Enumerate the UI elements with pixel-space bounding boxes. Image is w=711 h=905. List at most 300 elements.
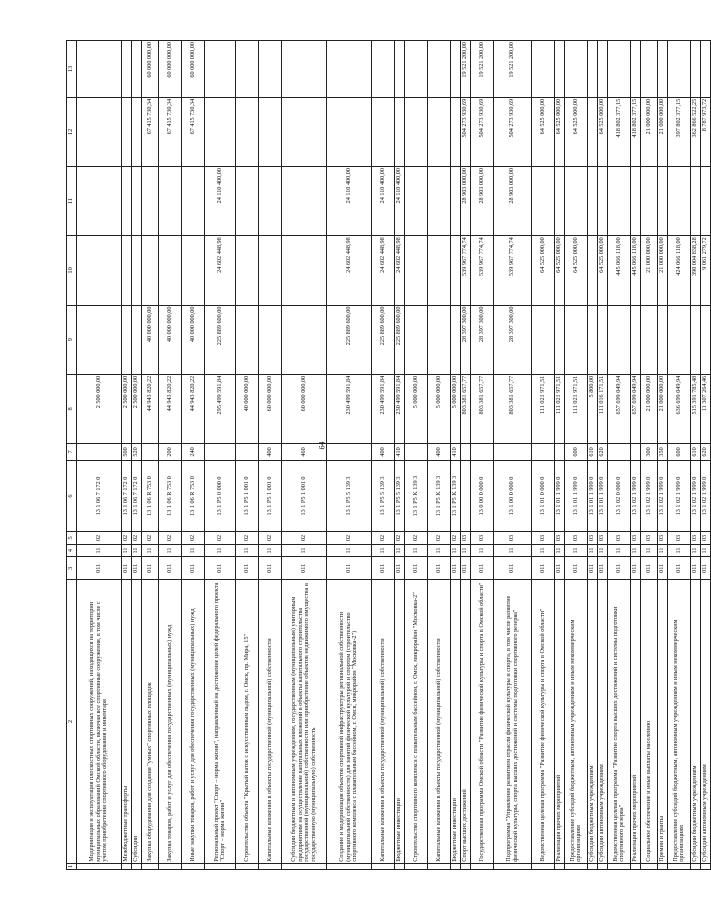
- podrazdel-cell: 03: [461, 532, 471, 545]
- glava-cell: 011: [565, 557, 588, 580]
- expense-type-cell: 600: [565, 444, 588, 461]
- amount-cell: [142, 236, 159, 305]
- amount-cell: [608, 167, 631, 236]
- amount-cell: [658, 167, 668, 236]
- row-name-cell: Бюджетные инвестиции: [395, 580, 405, 863]
- amount-cell: [701, 305, 711, 374]
- column-header: 7: [67, 444, 77, 461]
- amount-cell: [282, 41, 327, 98]
- expense-type-cell: [608, 444, 631, 461]
- expense-type-cell: [236, 444, 259, 461]
- razdel-cell: 11: [471, 544, 494, 557]
- row-name-cell: Подпрограмма "Управление развитием отрасли физической культуры и спорта, в том числе развитие физической культуры, спорта высших достижений и системы подготовки спортивного резерва": [494, 580, 532, 863]
- amount-cell: 230 499 591,84: [395, 374, 405, 443]
- amount-cell: [565, 305, 588, 374]
- amount-cell: [428, 41, 451, 98]
- amount-cell: [132, 41, 142, 98]
- target-article-cell: 13 0 00 0 000 0: [471, 460, 494, 531]
- razdel-cell: 11: [122, 544, 132, 557]
- table-row: [182, 41, 205, 870]
- glava-cell: 011: [395, 557, 405, 580]
- amount-cell: [259, 41, 282, 98]
- column-header: 2: [67, 580, 77, 863]
- table-row: [282, 41, 327, 870]
- row-name-cell: Субсидии: [132, 580, 142, 863]
- amount-cell: [259, 236, 282, 305]
- razdel-cell: 11: [327, 544, 372, 557]
- amount-cell: 28 903 000,00: [494, 167, 532, 236]
- target-article-cell: 13 1 00 0 000 0: [494, 460, 532, 531]
- razdel-cell: 11: [132, 544, 142, 557]
- column-header: 11: [67, 167, 77, 236]
- amount-cell: [122, 41, 132, 98]
- razdel-cell: 11: [159, 544, 182, 557]
- amount-cell: 230 499 591,84: [327, 374, 372, 443]
- amount-cell: 24 602 448,98: [205, 236, 236, 305]
- row-name-cell: Региональный проект "Спорт – норма жизни", направленный на достижение целей федерального проекта "Спорт – норма жизни": [205, 580, 236, 863]
- amount-cell: [555, 41, 565, 98]
- target-article-cell: 13 1 06 7 172 0: [132, 460, 142, 531]
- amount-cell: 230 499 591,84: [372, 374, 395, 443]
- row-number-cell: [641, 863, 658, 869]
- column-header: 9: [67, 305, 77, 374]
- row-name-cell: Закупка оборудования для создания "умных" спортивных площадок: [142, 580, 159, 863]
- row-number-cell: [182, 863, 205, 869]
- target-article-cell: 13 1 P5 1 001 0: [236, 460, 259, 531]
- amount-cell: 21 000 000,00: [658, 236, 668, 305]
- glava-cell: 011: [182, 557, 205, 580]
- table-row: [555, 41, 565, 870]
- target-article-cell: 13 1 01 1 999 0: [565, 460, 588, 531]
- amount-cell: 24 110 400,00: [205, 167, 236, 236]
- target-article-cell: 13 1 06 7 172 0: [77, 460, 122, 531]
- glava-cell: 011: [461, 557, 471, 580]
- expense-type-cell: 500: [122, 444, 132, 461]
- row-number-cell: [555, 863, 565, 869]
- row-number-cell: [259, 863, 282, 869]
- amount-cell: 40 000 000,00: [182, 305, 205, 374]
- expense-type-cell: [471, 444, 494, 461]
- amount-cell: 539 967 774,74: [461, 236, 471, 305]
- row-name-cell: Создание и модернизация объектов спортивной инфраструктуры региональной собственности (муниципальной собственности) для занятий физической культурой и спортом (строительство спортивного комплекса с плавательным бассейном, г. Омск, микрорайон "Московка-2"): [327, 580, 372, 863]
- amount-cell: [668, 305, 691, 374]
- amount-cell: [159, 167, 182, 236]
- amount-cell: [122, 97, 132, 166]
- amount-cell: 803 381 657,77: [494, 374, 532, 443]
- target-article-cell: 13 1 06 7 172 0: [122, 460, 132, 531]
- amount-cell: [451, 236, 461, 305]
- amount-cell: 5 000 000,00: [428, 374, 451, 443]
- podrazdel-cell: 02: [395, 532, 405, 545]
- expense-type-cell: 400: [428, 444, 451, 461]
- podrazdel-cell: 02: [259, 532, 282, 545]
- amount-cell: [641, 41, 658, 98]
- target-article-cell: 13 1 06 R 753 0: [142, 460, 159, 531]
- podrazdel-cell: 02: [132, 532, 142, 545]
- amount-cell: 111 021 971,51: [532, 374, 555, 443]
- table-row: [588, 41, 598, 870]
- amount-cell: [598, 305, 608, 374]
- amount-cell: 418 802 377,15: [608, 97, 631, 166]
- razdel-cell: 11: [77, 544, 122, 557]
- glava-cell: 011: [372, 557, 395, 580]
- row-number-cell: [631, 863, 641, 869]
- razdel-cell: 11: [532, 544, 555, 557]
- amount-cell: [532, 167, 555, 236]
- glava-cell: 011: [405, 557, 428, 580]
- target-article-cell: 13 1 P5 5 139 3: [395, 460, 405, 531]
- glava-cell: 011: [658, 557, 668, 580]
- amount-cell: 9 061 279,72: [701, 236, 711, 305]
- amount-cell: [532, 41, 555, 98]
- amount-cell: [236, 305, 259, 374]
- expense-type-cell: 240: [182, 444, 205, 461]
- row-name-cell: Социальное обеспечение и иные выплаты населению: [641, 580, 658, 863]
- amount-cell: 539 967 774,74: [471, 236, 494, 305]
- amount-cell: 40 000 000,00: [142, 305, 159, 374]
- amount-cell: 111 021 971,51: [555, 374, 565, 443]
- glava-cell: 011: [608, 557, 631, 580]
- amount-cell: [182, 236, 205, 305]
- expense-type-cell: 300: [641, 444, 658, 461]
- amount-cell: [598, 41, 608, 98]
- target-article-cell: 13 1 02 1 999 0: [641, 460, 658, 531]
- amount-cell: [205, 97, 236, 166]
- glava-cell: 011: [471, 557, 494, 580]
- row-number-cell: [565, 863, 588, 869]
- razdel-cell: 11: [555, 544, 565, 557]
- amount-cell: 44 943 820,22: [182, 374, 205, 443]
- amount-cell: [631, 167, 641, 236]
- row-number-cell: [132, 863, 142, 869]
- amount-cell: 636 699 049,94: [668, 374, 691, 443]
- expense-type-cell: [532, 444, 555, 461]
- amount-cell: 64 525 000,00: [555, 236, 565, 305]
- row-name-cell: Предоставление субсидий бюджетным, автономным учреждениям и иным некоммерческим организациям: [565, 580, 588, 863]
- amount-cell: 390 004 838,28: [691, 236, 701, 305]
- amount-cell: [405, 236, 428, 305]
- amount-cell: [395, 97, 405, 166]
- amount-cell: [122, 167, 132, 236]
- amount-cell: [77, 41, 122, 98]
- amount-cell: [691, 305, 701, 374]
- razdel-cell: 11: [395, 544, 405, 557]
- amount-cell: [259, 305, 282, 374]
- razdel-cell: 11: [631, 544, 641, 557]
- amount-cell: 60 000 000,00: [259, 374, 282, 443]
- target-article-cell: 13 1 02 1 999 0: [668, 460, 691, 531]
- amount-cell: [555, 305, 565, 374]
- amount-cell: 24 602 448,98: [395, 236, 405, 305]
- amount-cell: 21 000 000,00: [641, 374, 658, 443]
- table-row: [327, 41, 372, 870]
- amount-cell: 67 415 730,34: [142, 97, 159, 166]
- expense-type-cell: 520: [132, 444, 142, 461]
- razdel-cell: 11: [658, 544, 668, 557]
- amount-cell: [395, 41, 405, 98]
- glava-cell: 011: [598, 557, 608, 580]
- amount-cell: [259, 167, 282, 236]
- podrazdel-cell: 03: [471, 532, 494, 545]
- row-name-cell: Ведомственная целевая программа "Развитие спорта высших достижений и системы подготовки спортивного резерва": [608, 580, 631, 863]
- glava-cell: 011: [701, 557, 711, 580]
- amount-cell: [282, 305, 327, 374]
- target-article-cell: 13 1 P5 K 139 3: [428, 460, 451, 531]
- row-name-cell: Спорт высших достижений: [461, 580, 471, 863]
- amount-cell: 28 397 300,00: [494, 305, 532, 374]
- podrazdel-cell: 02: [451, 532, 461, 545]
- amount-cell: 225 889 600,00: [395, 305, 405, 374]
- amount-cell: [608, 305, 631, 374]
- table-row: [598, 41, 608, 870]
- amount-cell: [282, 167, 327, 236]
- glava-cell: 011: [77, 557, 122, 580]
- table-row: [122, 41, 132, 870]
- amount-cell: [608, 41, 631, 98]
- amount-cell: [236, 41, 259, 98]
- expense-type-cell: 410: [395, 444, 405, 461]
- target-article-cell: 13 1 P5 1 001 0: [282, 460, 327, 531]
- table-row: [372, 41, 395, 870]
- amount-cell: 64 525 000,00: [565, 97, 588, 166]
- razdel-cell: 11: [461, 544, 471, 557]
- table-row: [132, 41, 142, 870]
- amount-cell: [405, 41, 428, 98]
- razdel-cell: 11: [608, 544, 631, 557]
- column-header: 3: [67, 557, 77, 580]
- row-number-cell: [608, 863, 631, 869]
- razdel-cell: 11: [701, 544, 711, 557]
- amount-cell: 803 381 657,77: [471, 374, 494, 443]
- amount-cell: 111 016 171,51: [598, 374, 608, 443]
- amount-cell: [565, 167, 588, 236]
- row-number-cell: [236, 863, 259, 869]
- amount-cell: [132, 305, 142, 374]
- amount-cell: 40 000 000,00: [159, 305, 182, 374]
- podrazdel-cell: 03: [494, 532, 532, 545]
- row-name-cell: Капитальные вложения в объекты государственной (муниципальной) собственности: [259, 580, 282, 863]
- row-number-cell: [327, 863, 372, 869]
- amount-cell: 657 699 049,94: [608, 374, 631, 443]
- amount-cell: [428, 97, 451, 166]
- amount-cell: 21 000 000,00: [641, 97, 658, 166]
- row-name-cell: Субсидии автономным учреждениям: [701, 580, 711, 863]
- amount-cell: 539 967 774,74: [494, 236, 532, 305]
- amount-cell: [641, 305, 658, 374]
- razdel-cell: 11: [641, 544, 658, 557]
- amount-cell: 60 000 000,00: [182, 41, 205, 98]
- table-row: [532, 41, 555, 870]
- glava-cell: 011: [494, 557, 532, 580]
- row-name-cell: Реализация прочих мероприятий: [555, 580, 565, 863]
- table-body: [77, 41, 711, 870]
- target-article-cell: 13 1 P5 5 139 3: [327, 460, 372, 531]
- row-name-cell: Модернизация и эксплуатация плоскостных спортивных сооружений, находящихся на территории муниципальных образований Омской области, включая все спортивные сооружения, в том числе с учетом приобретения спортивного оборудования и инвентаря: [77, 580, 122, 863]
- podrazdel-cell: 02: [182, 532, 205, 545]
- amount-cell: [327, 41, 372, 98]
- amount-cell: [588, 305, 598, 374]
- amount-cell: 397 802 377,15: [668, 97, 691, 166]
- row-name-cell: Субсидии бюджетным учреждениям: [588, 580, 598, 863]
- target-article-cell: 13 1 02 1 999 0: [631, 460, 641, 531]
- target-article-cell: 13 1 01 1 999 0: [588, 460, 598, 531]
- column-header: 5: [67, 532, 77, 545]
- expense-type-cell: 620: [701, 444, 711, 461]
- expense-type-cell: [461, 444, 471, 461]
- amount-cell: 21 000 000,00: [658, 374, 668, 443]
- table-row: [658, 41, 668, 870]
- amount-cell: [182, 167, 205, 236]
- amount-cell: 11 307 264,46: [701, 374, 711, 443]
- podrazdel-cell: 03: [641, 532, 658, 545]
- amount-cell: [372, 97, 395, 166]
- amount-cell: [205, 41, 236, 98]
- podrazdel-cell: 03: [555, 532, 565, 545]
- row-name-cell: Бюджетные инвестиции: [451, 580, 461, 863]
- row-name-cell: Межбюджетные трансферты: [122, 580, 132, 863]
- amount-cell: 19 521 200,00: [471, 41, 494, 98]
- expense-type-cell: [205, 444, 236, 461]
- amount-cell: 60 000 000,00: [159, 41, 182, 98]
- table-row: [565, 41, 588, 870]
- row-number-cell: [395, 863, 405, 869]
- amount-cell: 40 000 000,00: [236, 374, 259, 443]
- glava-cell: 011: [282, 557, 327, 580]
- podrazdel-cell: 03: [691, 532, 701, 545]
- amount-cell: 504 273 930,69: [471, 97, 494, 166]
- amount-cell: [405, 305, 428, 374]
- amount-cell: [236, 236, 259, 305]
- podrazdel-cell: 02: [142, 532, 159, 545]
- row-number-cell: [142, 863, 159, 869]
- amount-cell: 64 525 000,00: [598, 236, 608, 305]
- amount-cell: 24 110 400,00: [395, 167, 405, 236]
- table-header-row: [67, 41, 77, 870]
- amount-cell: [405, 97, 428, 166]
- table-row: [405, 41, 428, 870]
- row-name-cell: Ведомственная целевая программа "Развитие физической культуры и спорта в Омской области": [532, 580, 555, 863]
- table-row: [641, 41, 658, 870]
- amount-cell: [701, 41, 711, 98]
- amount-cell: [641, 167, 658, 236]
- amount-cell: [701, 167, 711, 236]
- expense-type-cell: [77, 444, 122, 461]
- podrazdel-cell: 03: [565, 532, 588, 545]
- table-row: [395, 41, 405, 870]
- expense-type-cell: 400: [259, 444, 282, 461]
- amount-cell: 44 943 820,22: [159, 374, 182, 443]
- amount-cell: 295 499 591,84: [205, 374, 236, 443]
- amount-cell: 64 525 000,00: [555, 97, 565, 166]
- razdel-cell: 11: [428, 544, 451, 557]
- amount-cell: 64 525 000,00: [532, 97, 555, 166]
- amount-cell: 64 525 000,00: [565, 236, 588, 305]
- row-number-cell: [691, 863, 701, 869]
- podrazdel-cell: 02: [405, 532, 428, 545]
- podrazdel-cell: 02: [205, 532, 236, 545]
- column-header: 1: [67, 863, 77, 869]
- target-article-cell: 13 1 P5 5 139 3: [372, 460, 395, 531]
- row-number-cell: [122, 863, 132, 869]
- amount-cell: [532, 305, 555, 374]
- target-article-cell: 13 1 01 1 999 0: [555, 460, 565, 531]
- amount-cell: [282, 236, 327, 305]
- table-row: [77, 41, 122, 870]
- row-number-cell: [282, 863, 327, 869]
- expense-type-cell: 460: [282, 444, 327, 461]
- target-article-cell: 13 1 02 1 999 0: [701, 460, 711, 531]
- row-name-cell: Государственная программа Омской области "Развитие физической культуры и спорта в Омской области": [471, 580, 494, 863]
- amount-cell: [77, 167, 122, 236]
- amount-cell: [588, 41, 598, 98]
- row-number-cell: [532, 863, 555, 869]
- amount-cell: 24 110 400,00: [327, 167, 372, 236]
- amount-cell: 67 415 730,34: [159, 97, 182, 166]
- column-header: 10: [67, 236, 77, 305]
- amount-cell: [282, 97, 327, 166]
- amount-cell: [428, 167, 451, 236]
- amount-cell: [658, 41, 668, 98]
- podrazdel-cell: 02: [282, 532, 327, 545]
- podrazdel-cell: 03: [608, 532, 631, 545]
- target-article-cell: 13 1 02 1 999 0: [658, 460, 668, 531]
- razdel-cell: 11: [565, 544, 588, 557]
- amount-cell: 2 500 000,00: [77, 374, 122, 443]
- row-number-cell: [668, 863, 691, 869]
- amount-cell: 5 800,00: [588, 374, 598, 443]
- budget-table: [66, 40, 711, 870]
- expense-type-cell: 610: [588, 444, 598, 461]
- razdel-cell: 11: [494, 544, 532, 557]
- table-row: [691, 41, 701, 870]
- podrazdel-cell: 03: [588, 532, 598, 545]
- table-row: [259, 41, 282, 870]
- glava-cell: 011: [236, 557, 259, 580]
- amount-cell: 504 273 930,69: [461, 97, 471, 166]
- glava-cell: 011: [532, 557, 555, 580]
- table-row: [236, 41, 259, 870]
- razdel-cell: 11: [282, 544, 327, 557]
- amount-cell: 24 602 448,98: [372, 236, 395, 305]
- glava-cell: 011: [327, 557, 372, 580]
- amount-cell: 515 391 785,48: [691, 374, 701, 443]
- table-row: [205, 41, 236, 870]
- amount-cell: [598, 167, 608, 236]
- amount-cell: 225 889 600,00: [205, 305, 236, 374]
- amount-cell: [77, 97, 122, 166]
- glava-cell: 011: [132, 557, 142, 580]
- row-name-cell: Реализация прочих мероприятий: [631, 580, 641, 863]
- table-row: [608, 41, 631, 870]
- amount-cell: 44 943 820,22: [142, 374, 159, 443]
- target-article-cell: 13 1 01 0 000 0: [532, 460, 555, 531]
- row-number-cell: [159, 863, 182, 869]
- amount-cell: 2 500 000,00: [132, 374, 142, 443]
- row-name-cell: Капитальные вложения в объекты государственной (муниципальной) собственности: [428, 580, 451, 863]
- amount-cell: [236, 97, 259, 166]
- row-name-cell: Субсидии автономным учреждениям: [598, 580, 608, 863]
- amount-cell: 445 066 118,00: [631, 236, 641, 305]
- amount-cell: [132, 167, 142, 236]
- expense-type-cell: 610: [691, 444, 701, 461]
- glava-cell: 011: [691, 557, 701, 580]
- row-name-cell: Субсидии бюджетным и автономным учреждениям, государственным (муниципальным) унитарным предприятиям на осуществление капитальных вложений в объекты капитального строительства государственной (муниципальной) собственности или приобретение объектов недвижимого имущества в государственную (муниципальную) собственность: [282, 580, 327, 863]
- amount-cell: 424 066 118,00: [668, 236, 691, 305]
- row-number-cell: [205, 863, 236, 869]
- target-article-cell: 13 1 02 0 000 0: [608, 460, 631, 531]
- amount-cell: [77, 305, 122, 374]
- amount-cell: 225 889 600,00: [372, 305, 395, 374]
